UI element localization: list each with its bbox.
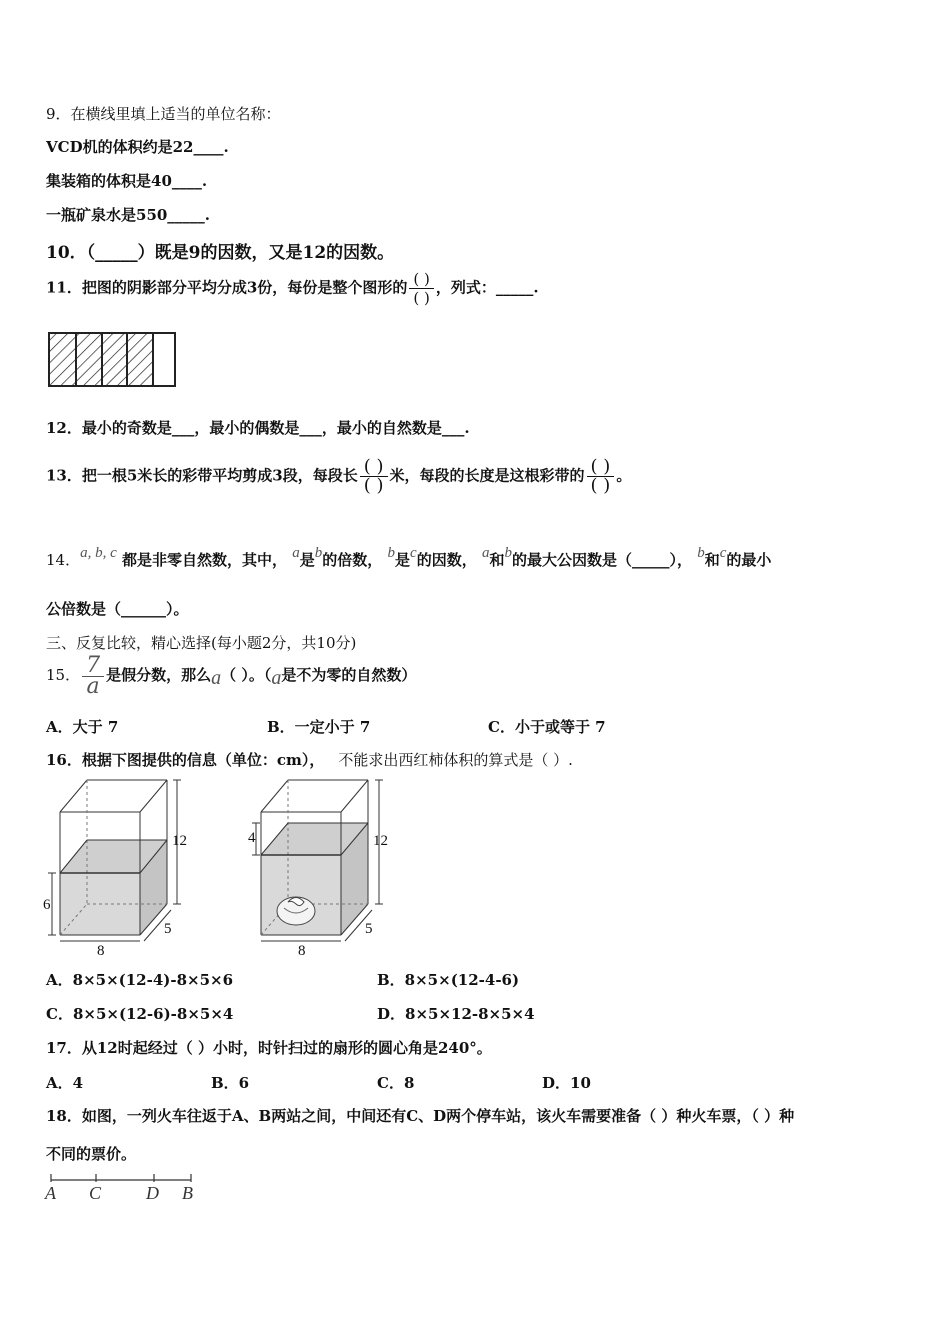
q14-var-b4: b bbox=[697, 545, 705, 561]
q17-text: 17．从12时起经过（ ）小时，时针扫过的扇形的圆心角是240°。 bbox=[46, 1039, 492, 1057]
q9-line1: VCD机的体积约是22____. bbox=[46, 138, 229, 156]
q14-p4: 的最大公因数是（_____）， bbox=[511, 551, 692, 569]
tomato-icon bbox=[277, 897, 315, 925]
fig1-water-label: 6 bbox=[43, 897, 51, 913]
q15-p2: （ ）。（ bbox=[221, 666, 272, 684]
q15-p3: 是不为零的自然数） bbox=[281, 666, 417, 684]
q13-fraction-2 bbox=[587, 458, 615, 495]
q16-option-a[interactable]: A．8×5×(12-4)-8×5×6 bbox=[46, 971, 234, 989]
q16-container-figure-1 bbox=[40, 778, 200, 960]
q16-option-b[interactable]: B．8×5×(12-4-6) bbox=[377, 971, 520, 989]
q13-prefix: 13．把一根5米长的彩带平均剪成3段，每段长 bbox=[46, 466, 358, 485]
q14-var-b: b bbox=[314, 545, 323, 561]
q14-shi: 是 bbox=[299, 551, 315, 569]
q9-line2: 集装箱的体积是40____. bbox=[46, 172, 208, 190]
q16-option-c[interactable]: C．8×5×(12-6)-8×5×4 bbox=[46, 1005, 234, 1023]
q14-shi2: 是 bbox=[395, 551, 411, 569]
section3-title: 三、反复比较，精心选择(每小题2分，共10分) bbox=[46, 634, 357, 652]
q15-frac-top: 7 bbox=[82, 656, 104, 677]
q15-frac-bot: a bbox=[86, 673, 100, 699]
q15-num: 15． bbox=[46, 666, 81, 684]
q14-var-a: a bbox=[292, 545, 300, 561]
q16-container-figure-2 bbox=[244, 778, 404, 960]
station-a: A bbox=[45, 1183, 56, 1203]
q14-line2: 公倍数是（______）。 bbox=[46, 600, 189, 618]
fig2-height-label: 12 bbox=[373, 833, 388, 849]
q15-option-a[interactable]: A．大于 7 bbox=[46, 718, 119, 736]
q14-line1 bbox=[46, 538, 771, 575]
q13-frac1-top: ( ) bbox=[360, 458, 388, 477]
q15-option-b[interactable]: B．一定小于 7 bbox=[267, 718, 371, 736]
q12-text: 12．最小的奇数是___，最小的偶数是___，最小的自然数是___. bbox=[46, 419, 470, 437]
q18-line2: 不同的票价。 bbox=[46, 1145, 137, 1163]
q18-station-line bbox=[44, 1170, 204, 1204]
q13-frac2-top: ( ) bbox=[587, 458, 615, 477]
q14-var-b2: b bbox=[387, 545, 396, 561]
q11-frac-bot: ( ) bbox=[413, 289, 430, 307]
q13 bbox=[46, 458, 631, 495]
q17-option-a[interactable]: A．4 bbox=[46, 1074, 84, 1092]
q14-he2: 和 bbox=[704, 551, 720, 569]
q16-p2: 不能求出西红柿体积的算式是（ ）. bbox=[338, 751, 573, 769]
q15-option-c[interactable]: C．小于或等于 7 bbox=[488, 718, 606, 736]
q13-fraction-1 bbox=[360, 458, 388, 495]
q14-var-c: c bbox=[410, 545, 417, 561]
q15-p1: 是假分数，那么 bbox=[106, 666, 212, 684]
q11-prefix: 11．把图的阴影部分平均分成3份，每份是整个图形的 bbox=[46, 278, 408, 297]
q11 bbox=[46, 270, 539, 307]
station-c: C bbox=[89, 1183, 102, 1203]
q14-p1: 都是非零自然数，其中， bbox=[122, 551, 288, 569]
q13-middle: 米，每段的长度是这根彩带的 bbox=[389, 466, 585, 485]
q11-frac-top: ( ) bbox=[409, 270, 433, 289]
q11-shaded-figure bbox=[47, 331, 179, 389]
q15-var-a2: a bbox=[271, 667, 282, 689]
q14-p5: 的最小 bbox=[726, 551, 772, 569]
station-b: B bbox=[182, 1183, 193, 1203]
q16-option-d[interactable]: D．8×5×12-8×5×4 bbox=[377, 1005, 535, 1023]
fig1-width-label: 8 bbox=[97, 943, 105, 959]
fig2-rise-label: 4 bbox=[248, 830, 256, 846]
station-d: D bbox=[146, 1183, 159, 1203]
fig1-depth-label: 5 bbox=[164, 921, 172, 937]
q15 bbox=[46, 652, 416, 701]
q14-num: 14． bbox=[46, 551, 81, 569]
q14-var-c2: c bbox=[719, 545, 727, 561]
q16-p1: 16．根据下图提供的信息（单位：cm）， bbox=[46, 751, 325, 769]
q9-line3: 一瓶矿泉水是550_____. bbox=[46, 206, 211, 224]
fig2-depth-label: 5 bbox=[365, 921, 373, 937]
q14-p2: 的倍数， bbox=[322, 551, 383, 569]
q13-suffix: 。 bbox=[616, 466, 632, 485]
fig2-width-label: 8 bbox=[298, 943, 306, 959]
q9-title: 9．在横线里填上适当的单位名称： bbox=[46, 105, 281, 123]
q14-he: 和 bbox=[489, 551, 505, 569]
q14-var-b3: b bbox=[504, 545, 512, 561]
q15-fraction bbox=[82, 652, 104, 699]
q11-suffix: ，列式：_____. bbox=[435, 278, 539, 297]
q13-frac1-bot: ( ) bbox=[363, 475, 384, 496]
q14-var-a2: a bbox=[481, 545, 490, 561]
q17-option-d[interactable]: D．10 bbox=[542, 1074, 591, 1092]
fig1-height-label: 12 bbox=[172, 833, 187, 849]
q13-frac2-bot: ( ) bbox=[590, 475, 611, 496]
q14-vars: a, b, c bbox=[80, 545, 117, 561]
q17-option-b[interactable]: B．6 bbox=[211, 1074, 250, 1092]
q15-var-a: a bbox=[211, 667, 222, 689]
q14-p3: 的因数， bbox=[416, 551, 477, 569]
q18-line1: 18．如图，一列火车往返于A、B两站之间，中间还有C、D两个停车站，该火车需要准备（ ）种火车票，（ ）种 bbox=[46, 1107, 795, 1125]
q11-fraction bbox=[409, 270, 433, 307]
q16-text bbox=[46, 749, 573, 770]
q17-option-c[interactable]: C．8 bbox=[377, 1074, 415, 1092]
q10-text: 10．（_____）既是9的因数，又是12的因数。 bbox=[46, 243, 395, 263]
